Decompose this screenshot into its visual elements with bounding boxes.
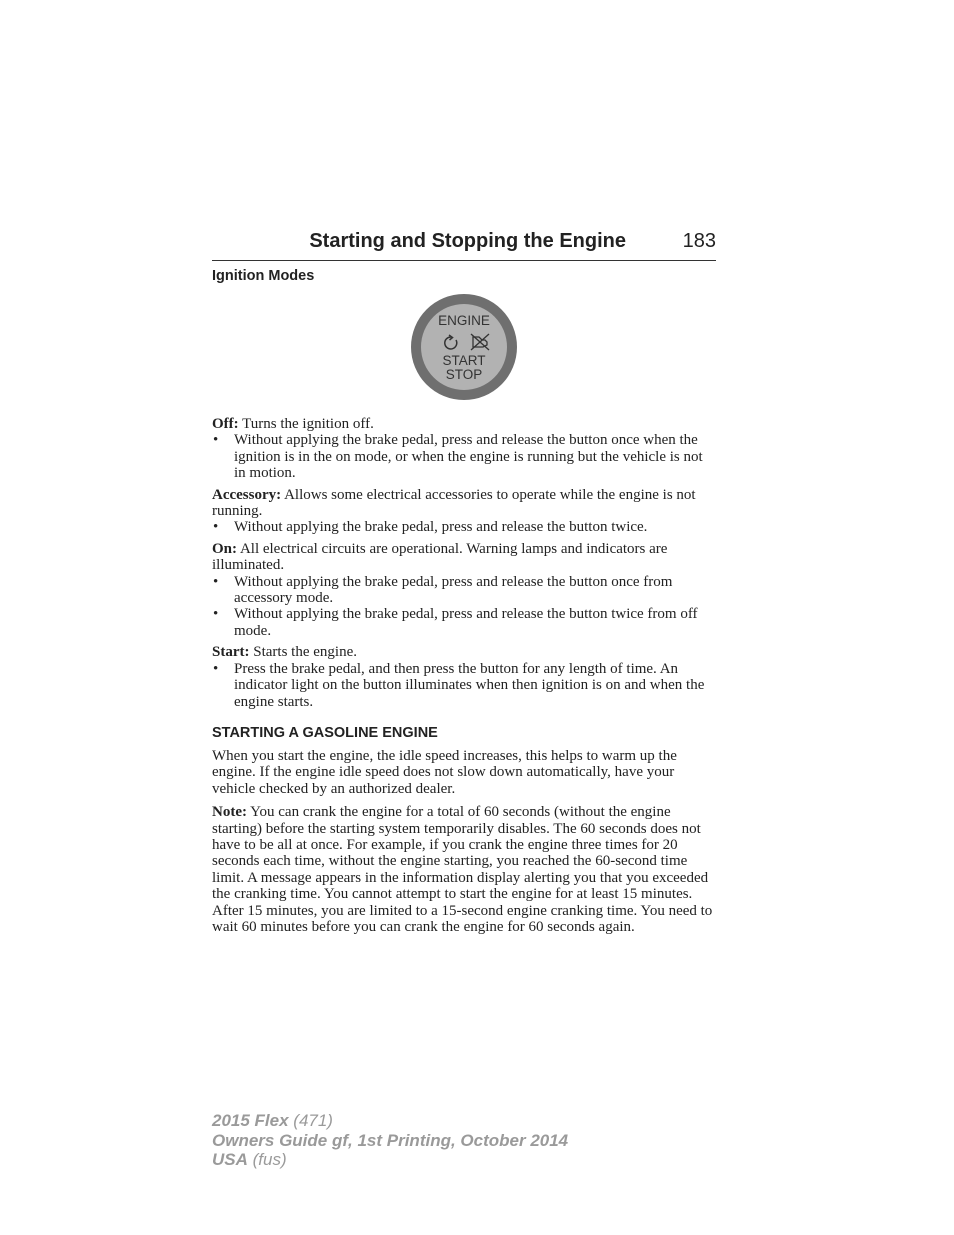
page-title: Starting and Stopping the Engine: [309, 230, 626, 252]
list-item-text: Press the brake pedal, and then press the button for any length of time. An indicator light on the button illuminates when then ignition is on and when the engine starts.: [234, 660, 705, 710]
button-label-stop: STOP: [445, 367, 483, 382]
footer-model: 2015 Flex: [212, 1111, 289, 1130]
footer-region-code: (fus): [247, 1150, 287, 1169]
mode-description: All electrical circuits are operational. Warning lamps and indicators are illuminated.: [212, 540, 668, 574]
ignition-modes-heading: Ignition Modes: [212, 268, 315, 284]
page-number: 183: [682, 230, 716, 252]
bullet-icon: •: [213, 660, 219, 677]
ignition-modes-content: [212, 416, 716, 710]
bullet-icon: •: [213, 573, 219, 590]
mode-label: Start:: [212, 644, 250, 661]
footer-guide-line: [212, 1131, 568, 1151]
note-text: You can crank the engine for a total of 60 seconds (without the engine starting) before the starting system temporarily disables. The 60 seconds does not have to be all at once. For example, if you crank the engine three times for 20 seconds each time, without the engine starting, you reached the 60-second time limit. A message appears in the information display alerting you that you exceeded the cranking time. You cannot attempt to start the engine for at least 15 minutes. After 15 minutes, you are limited to a 15-second engine cranking time. You need to wait 60 minutes before you can crank the engine for 60 seconds again.: [212, 804, 713, 936]
mode-on: [212, 541, 716, 574]
list-item: [212, 606, 716, 639]
footer-region-line: [212, 1150, 568, 1170]
footer-model-code: (471): [288, 1111, 333, 1130]
mode-description: Turns the ignition off.: [238, 416, 374, 432]
footer-region: USA: [212, 1150, 248, 1169]
list-item-text: Without applying the brake pedal, press and release the button twice from off mode.: [234, 606, 698, 639]
list-item-text: Without applying the brake pedal, press and release the button once when the ignition is in the on mode, or when the engine is running but the vehicle is not in motion.: [234, 432, 703, 482]
note-paragraph: [212, 804, 716, 935]
button-label-engine: ENGINE: [438, 313, 490, 328]
mode-description: Allows some electrical accessories to operate while the engine is not running.: [212, 486, 696, 520]
mode-description: Starts the engine.: [249, 644, 357, 661]
engine-start-stop-button-illustration: [410, 293, 518, 401]
footer-model-line: [212, 1111, 568, 1131]
mode-label: On:: [212, 540, 238, 557]
bullet-icon: •: [213, 432, 219, 449]
list-item: [212, 519, 716, 535]
gasoline-paragraph: When you start the engine, the idle speed increases, this helps to warm up the engine. If the engine idle speed does not slow down automatically, have your vehicle checked by an authorized dealer.: [212, 748, 677, 797]
button-label-start: START: [442, 353, 486, 368]
page-header: [212, 228, 716, 261]
list-item: [212, 661, 716, 710]
list-item: [212, 432, 716, 481]
gasoline-engine-content: [212, 748, 716, 935]
mode-off: [212, 416, 716, 432]
bullet-icon: •: [213, 519, 219, 536]
note-label: Note:: [212, 804, 247, 821]
mode-accessory: [212, 487, 716, 520]
list-item-text: Without applying the brake pedal, press and release the button once from accessory mode.: [234, 573, 673, 607]
mode-label: Off:: [212, 416, 239, 432]
footer-guide: Owners Guide gf, 1st Printing, October 2014: [212, 1130, 569, 1150]
starting-gasoline-engine-heading: STARTING A GASOLINE ENGINE: [212, 725, 438, 741]
list-item-text: Without applying the brake pedal, press and release the button twice.: [234, 519, 648, 536]
mode-label: Accessory:: [212, 486, 282, 503]
list-item: [212, 574, 716, 607]
bullet-icon: •: [213, 606, 219, 623]
mode-start: [212, 644, 716, 660]
page-footer: [212, 1111, 568, 1170]
